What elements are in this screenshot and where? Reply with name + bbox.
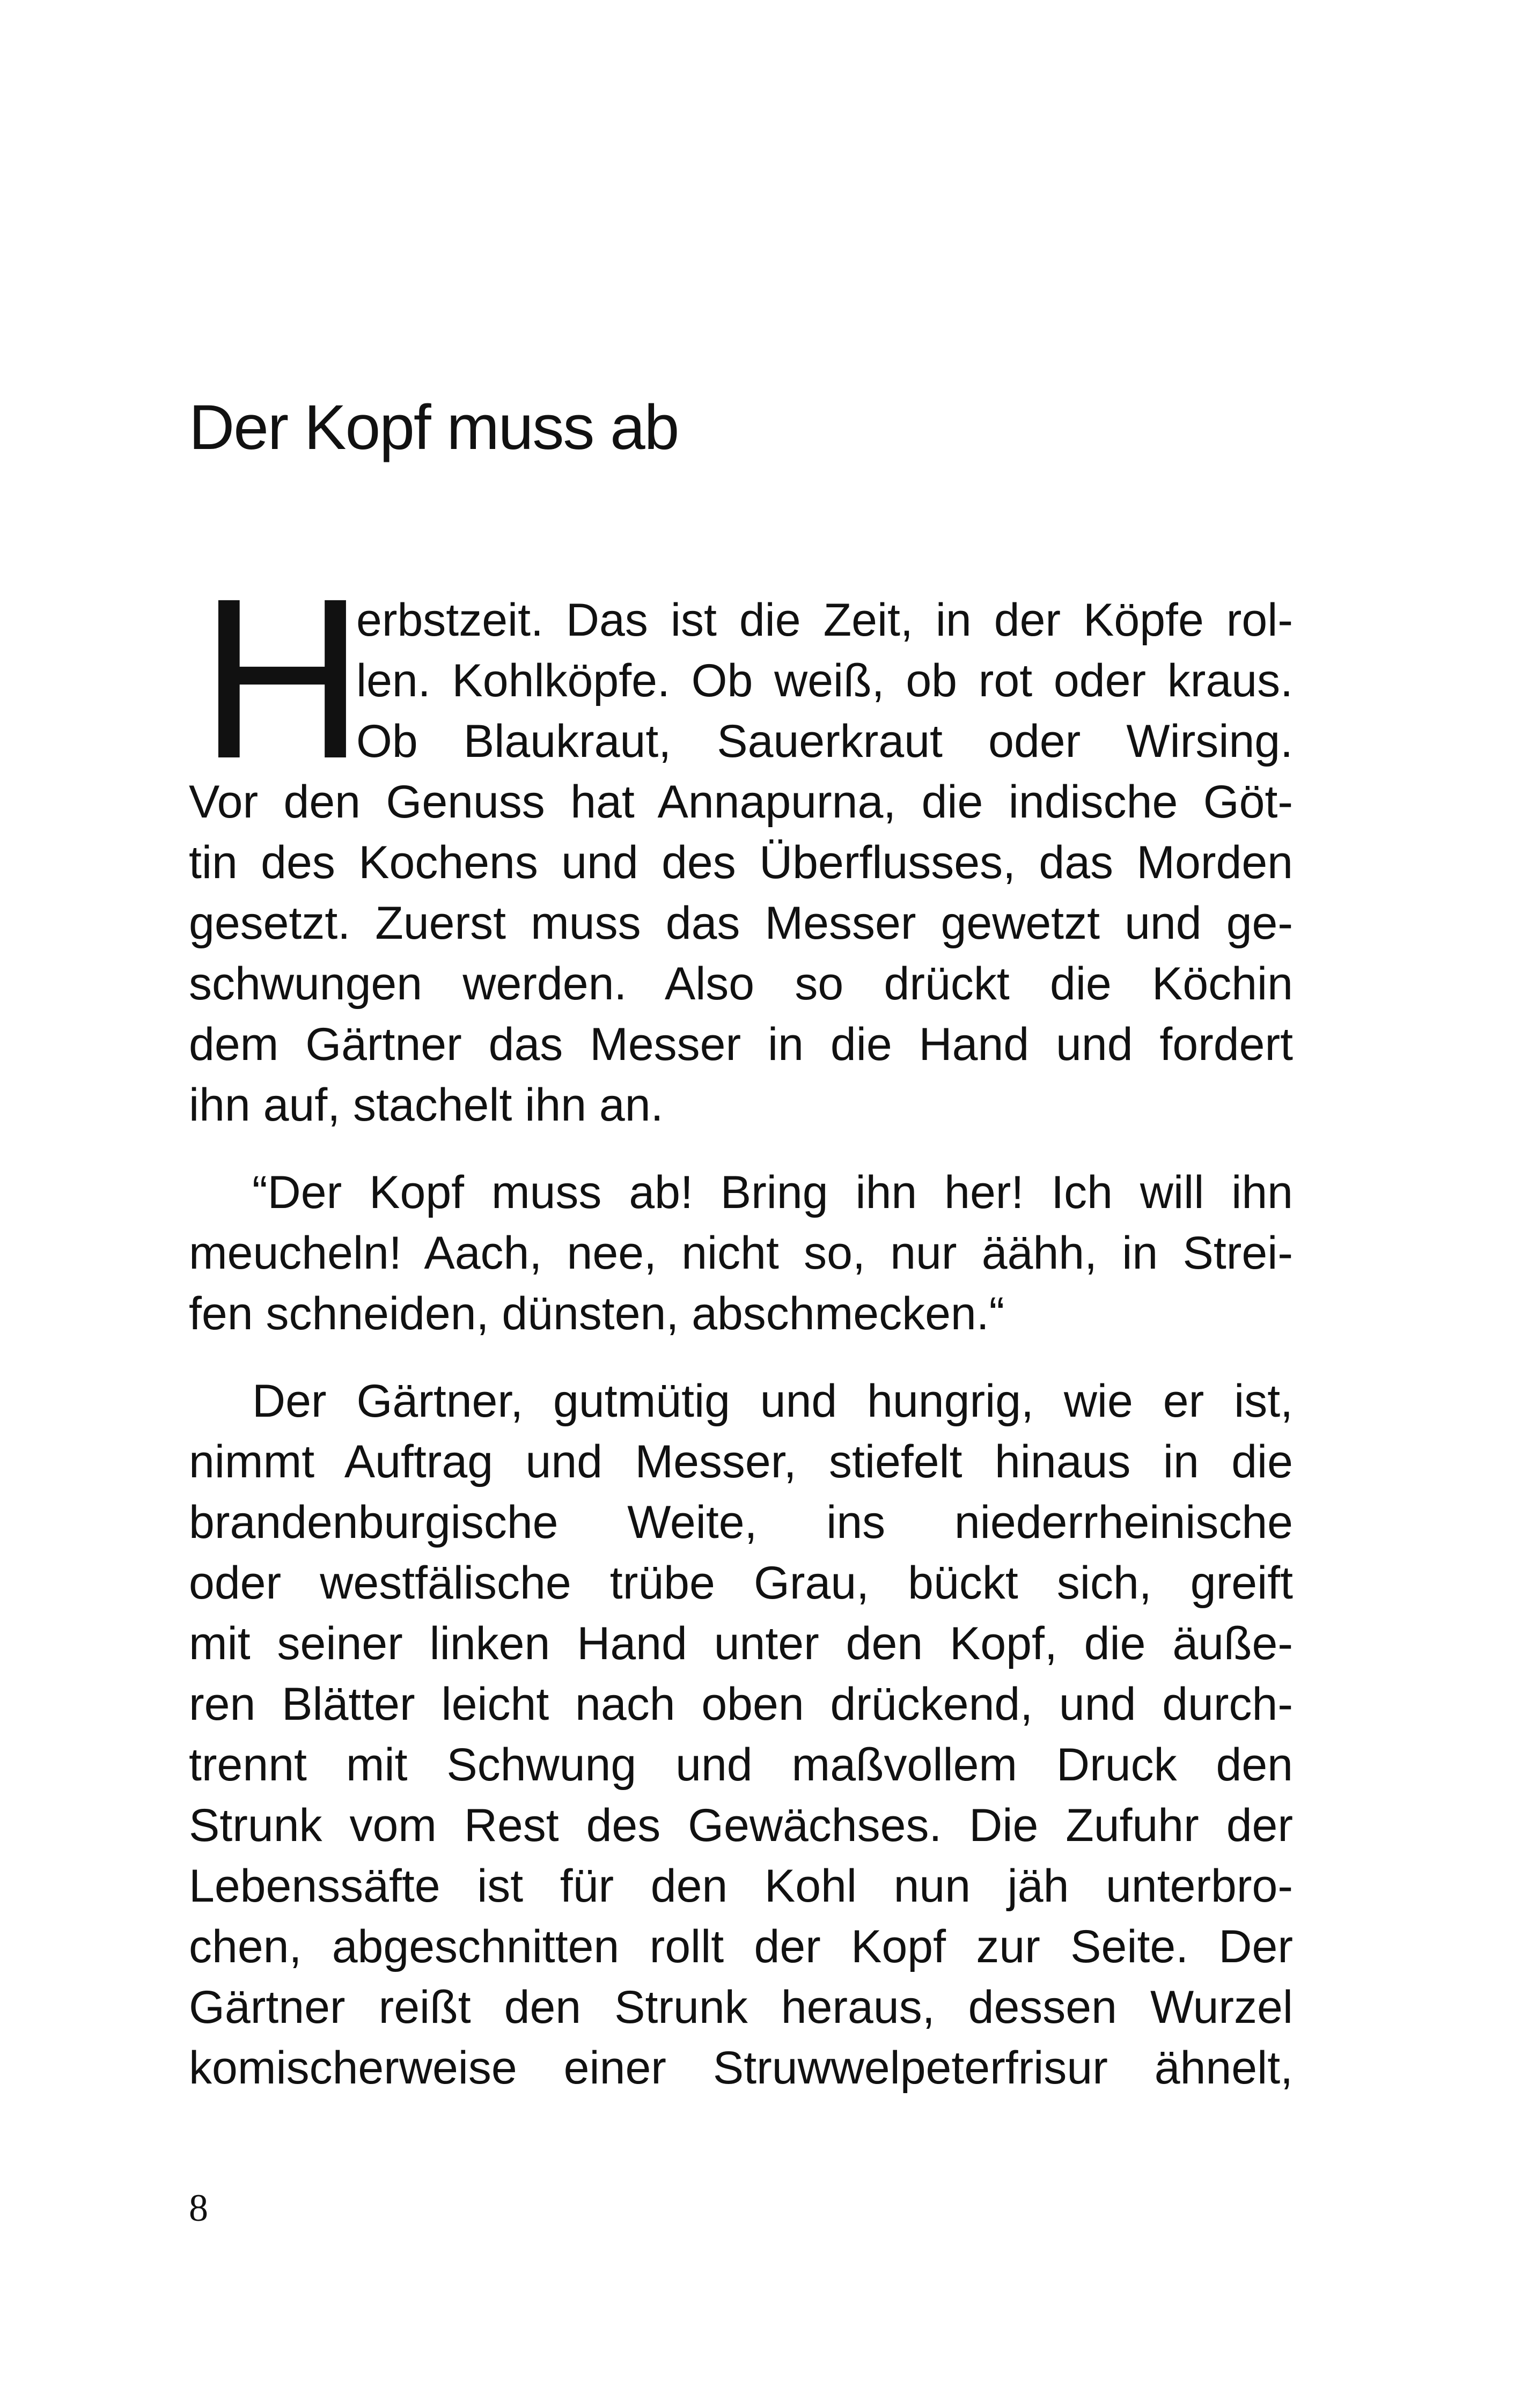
- paragraph-3: [189, 1371, 1293, 2098]
- text-line: Gärtner reißt den Strunk heraus, dessen Wurzel: [189, 1982, 1293, 2033]
- drop-cap: H: [200, 551, 365, 806]
- text-line: oder westfälische trübe Grau, bückt sich, greift: [189, 1557, 1293, 1609]
- text-line: mit seiner linken Hand unter den Kopf, die äuße-: [189, 1618, 1293, 1669]
- text-line: Strunk vom Rest des Gewächses. Die Zufuhr der: [189, 1800, 1293, 1851]
- text-line: fen schneiden, dünsten, abschmecken.“: [189, 1288, 1005, 1339]
- text-line: ren Blätter leicht nach oben drückend, und durch-: [189, 1678, 1293, 1730]
- paragraph-2: [189, 1162, 1293, 1344]
- text-line: brandenburgische Weite, ins niederrheinische: [189, 1497, 1293, 1548]
- text-line: nimmt Auftrag und Messer, stiefelt hinaus in die: [189, 1436, 1293, 1487]
- text-line: “Der Kopf muss ab! Bring ihn her! Ich will ihn: [252, 1167, 1293, 1218]
- text-line: meucheln! Aach, nee, nicht so, nur äähh, in Strei-: [189, 1227, 1293, 1279]
- chapter-title: Der Kopf muss ab: [189, 392, 679, 463]
- page-number: 8: [189, 2186, 208, 2229]
- text-line: Ob Blaukraut, Sauerkraut oder Wirsing.: [356, 716, 1293, 767]
- text-line: trennt mit Schwung und maßvollem Druck den: [189, 1739, 1293, 1791]
- text-line: chen, abgeschnitten rollt der Kopf zur Seite. Der: [189, 1921, 1293, 1972]
- text-line: ihn auf, stachelt ihn an.: [189, 1079, 664, 1131]
- text-line: tin des Kochens und des Überflusses, das Morden: [189, 837, 1293, 888]
- text-line: Der Gärtner, gutmütig und hungrig, wie er ist,: [252, 1375, 1293, 1427]
- text-line: schwungen werden. Also so drückt die Köchin: [189, 958, 1293, 1010]
- text-line: gesetzt. Zuerst muss das Messer gewetzt und ge-: [189, 897, 1293, 949]
- text-line: len. Kohlköpfe. Ob weiß, ob rot oder kraus.: [356, 655, 1293, 706]
- body-text: [189, 590, 1293, 2098]
- text-line: erbstzeit. Das ist die Zeit, in der Köpfe rol-: [356, 594, 1293, 646]
- text-line: komischerweise einer Struwwelpeterfrisur ähnelt,: [189, 2042, 1293, 2094]
- text-line: dem Gärtner das Messer in die Hand und fordert: [189, 1019, 1293, 1070]
- paragraph-1: [189, 590, 1293, 1136]
- text-line: Lebenssäfte ist für den Kohl nun jäh unterbro-: [189, 1860, 1293, 1912]
- text-line: Vor den Genuss hat Annapurna, die indische Göt-: [189, 776, 1293, 828]
